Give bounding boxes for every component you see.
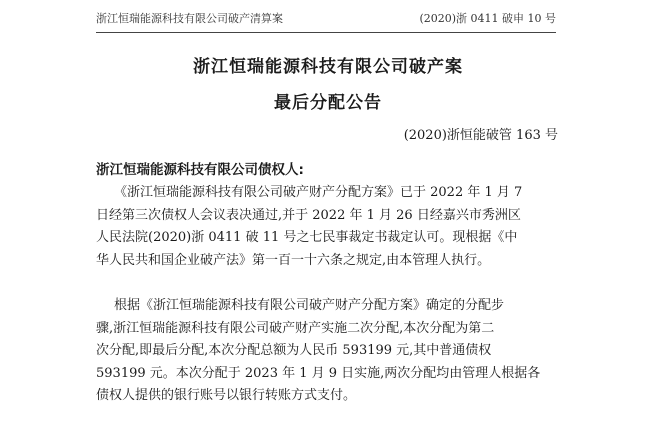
paragraph-line: 债权人提供的银行账号以银行转账方式支付。 <box>96 388 357 403</box>
document-number: (2020)浙恒能破管 163 号 <box>403 128 558 143</box>
header-case-number: (2020)浙 0411 破申 10 号 <box>419 12 556 25</box>
paragraph-line: 骤,浙江恒瑞能源科技有限公司破产财产实施二次分配,本次分配为第二 <box>96 320 495 336</box>
paragraph-line: 日经第三次债权人会议表决通过,并于 2022 年 1 月 26 日经嘉兴市秀洲区 <box>96 207 521 223</box>
paragraph-line: 华人民共和国企业破产法》第一百一十六条之规定,由本管理人执行。 <box>96 252 491 268</box>
salutation: 浙江恒瑞能源科技有限公司债权人: <box>96 162 304 178</box>
paragraph-1 <box>96 182 562 272</box>
paragraph-line: 593199 元。本次分配于 2023 年 1 月 9 日实施,两次分配均由管理人根据各 <box>96 365 541 381</box>
header-case-name: 浙江恒瑞能源科技有限公司破产清算案 <box>96 12 283 25</box>
paragraph-line: 根据《浙江恒瑞能源科技有限公司破产财产分配方案》确定的分配步 <box>114 298 505 313</box>
document-title: 浙江恒瑞能源科技有限公司破产案 <box>193 57 463 77</box>
paragraph-line: 人民法院(2020)浙 0411 破 11 号之七民事裁定书裁定认可。现根据《中 <box>96 230 518 245</box>
document-subtitle: 最后分配公告 <box>274 93 382 113</box>
paragraph-line: 次分配,即最后分配,本次分配总额为人民币 593199 元,其中普通债权 <box>96 343 492 358</box>
paragraph-line: 《浙江恒瑞能源科技有限公司破产财产分配方案》已于 2022 年 1 月 7 <box>114 185 523 200</box>
paragraph-2 <box>96 295 562 408</box>
running-header <box>96 10 556 33</box>
